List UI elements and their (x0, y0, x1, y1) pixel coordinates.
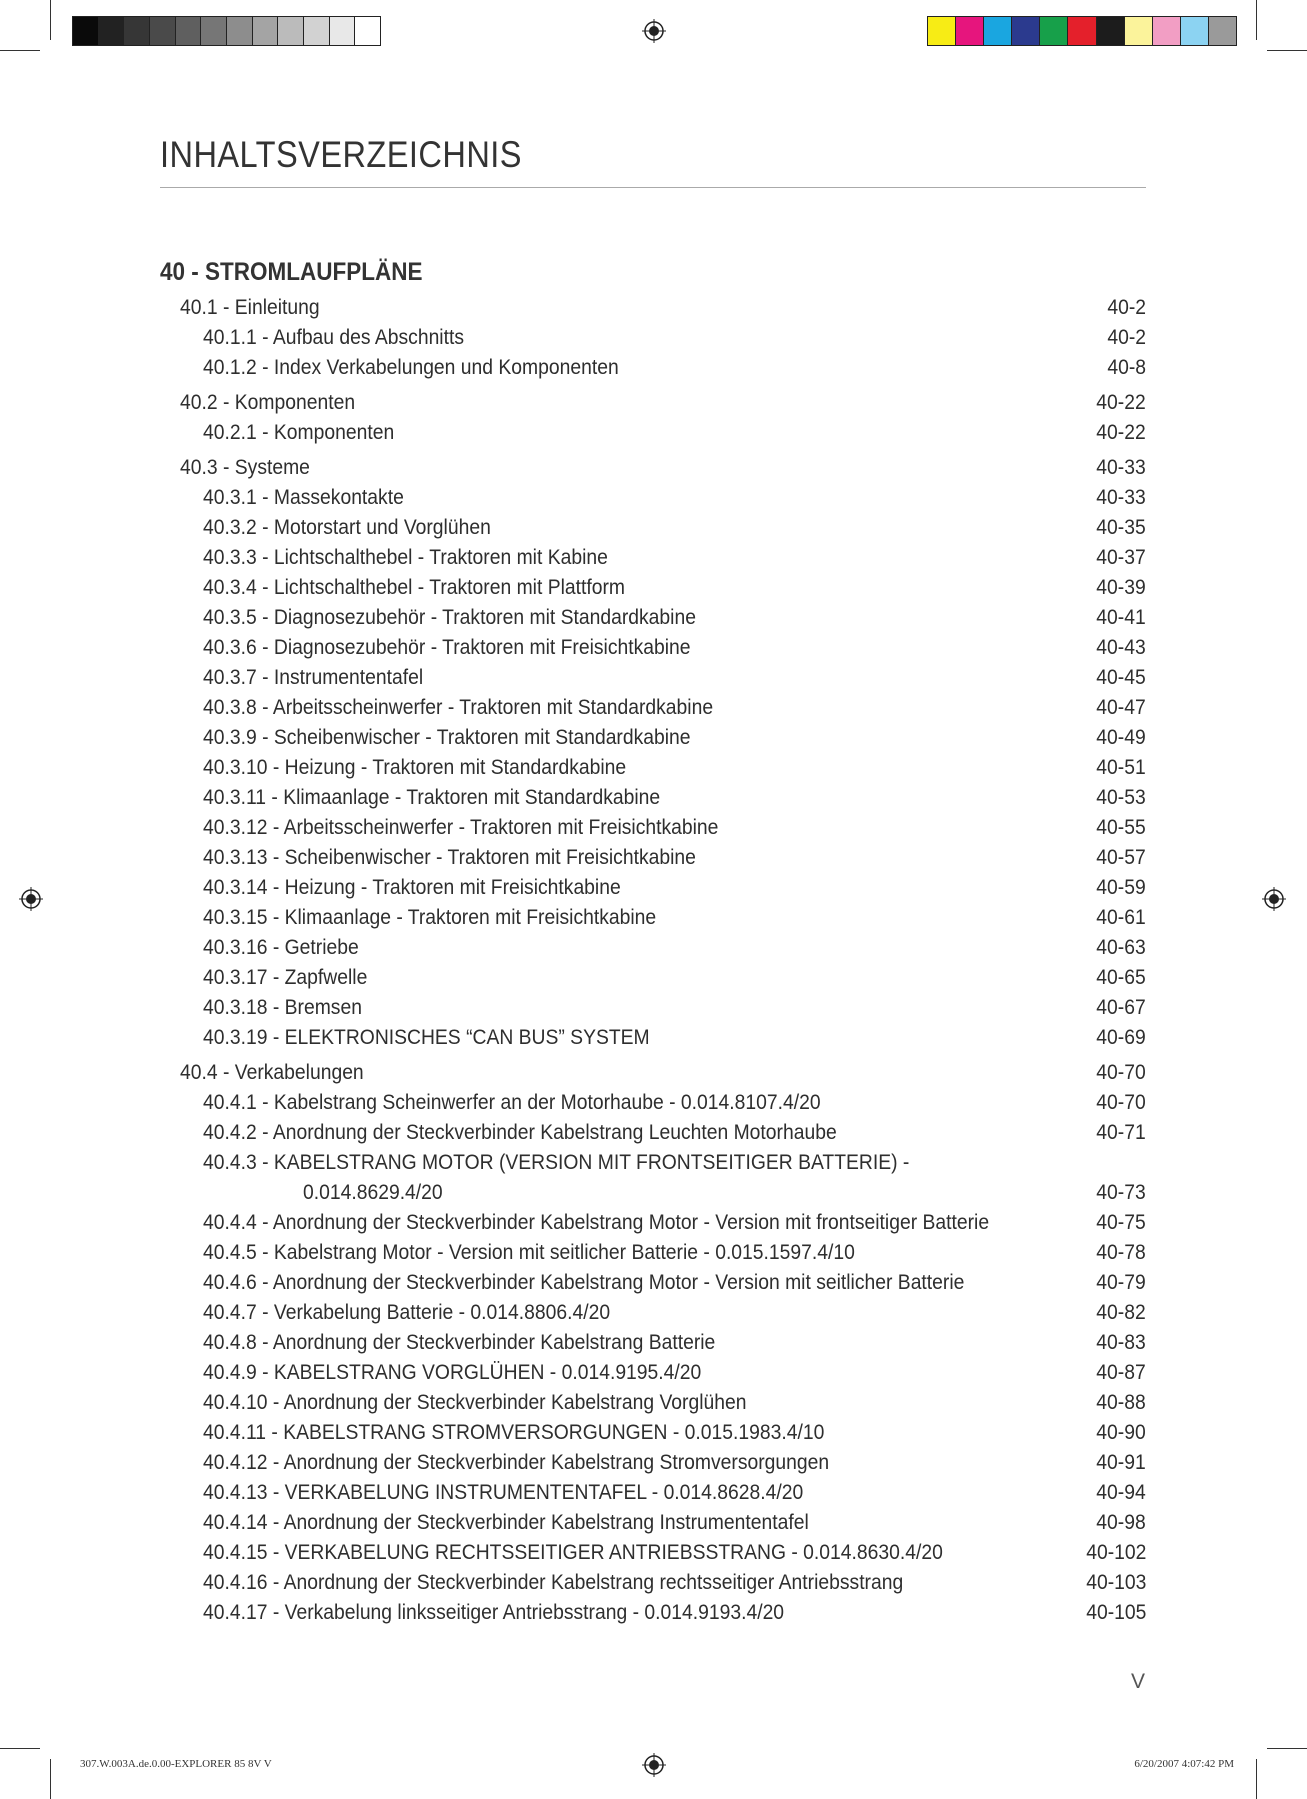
toc-entry-page: 40-75 (1096, 1211, 1146, 1234)
toc-entry-label: 40.3.14 - Heizung - Traktoren mit Freisichtkabine (203, 876, 621, 899)
toc-entry[interactable] (160, 354, 1146, 384)
toc-entry-page: 40-71 (1096, 1121, 1146, 1144)
toc-entry[interactable] (160, 574, 1146, 604)
toc-entry-label: 40.3.9 - Scheibenwischer - Traktoren mit Standardkabine (203, 726, 691, 749)
toc-entry-page: 40-67 (1096, 996, 1146, 1019)
toc-entry-page: 40-2 (1107, 296, 1146, 319)
toc-entry[interactable] (160, 784, 1146, 814)
toc-entry[interactable] (160, 1449, 1146, 1479)
toc-entry[interactable] (160, 1239, 1146, 1269)
toc-entry[interactable] (160, 324, 1146, 354)
toc-entry-page: 40-49 (1096, 726, 1146, 749)
toc-entry[interactable] (160, 294, 1146, 324)
toc-entry-page: 40-33 (1096, 456, 1146, 479)
toc-entry-label: 40.4.1 - Kabelstrang Scheinwerfer an der Motorhaube - 0.014.8107.4/20 (203, 1091, 821, 1114)
color-swatch (984, 17, 1012, 45)
process-color-bar (927, 16, 1237, 46)
toc-entry-label: 40.4.6 - Anordnung der Steckverbinder Kabelstrang Motor - Version mit seitlicher Batterie (203, 1271, 965, 1294)
page-title: INHALTSVERZEICHNIS (160, 134, 522, 175)
toc-entry-label: 40.4.8 - Anordnung der Steckverbinder Kabelstrang Batterie (203, 1331, 716, 1354)
toc-entry[interactable] (160, 1179, 1146, 1209)
toc-entry-page: 40-98 (1096, 1511, 1146, 1534)
toc-entry-page: 40-22 (1096, 391, 1146, 414)
toc-entry[interactable] (160, 1569, 1146, 1599)
toc-entry[interactable] (160, 454, 1146, 484)
toc-entry[interactable] (160, 874, 1146, 904)
toc-entry-label: 40.3.16 - Getriebe (203, 936, 359, 959)
toc-entry[interactable] (160, 544, 1146, 574)
color-swatch (928, 17, 956, 45)
toc-entry-page: 40-43 (1096, 636, 1146, 659)
color-swatch (253, 17, 279, 45)
toc-entry-label: 40.1.2 - Index Verkabelungen und Komponenten (203, 356, 619, 379)
color-swatch (1209, 17, 1236, 45)
color-swatch (150, 17, 176, 45)
color-swatch (1125, 17, 1153, 45)
grayscale-color-bar (72, 16, 381, 46)
color-swatch (124, 17, 150, 45)
toc-entry-label: 0.014.8629.4/20 (303, 1181, 443, 1204)
toc-entry-page: 40-90 (1096, 1421, 1146, 1444)
toc-entry-page: 40-37 (1096, 546, 1146, 569)
toc-entry-label: 40.4.2 - Anordnung der Steckverbinder Kabelstrang Leuchten Motorhaube (203, 1121, 837, 1144)
toc-entry-label: 40.3.7 - Instrumententafel (203, 666, 424, 689)
toc-entry[interactable] (160, 1119, 1146, 1149)
toc-entry[interactable] (160, 964, 1146, 994)
toc-entry[interactable] (160, 724, 1146, 754)
toc-entry-label: 40.3.6 - Diagnosezubehör - Traktoren mit Freisichtkabine (203, 636, 691, 659)
color-swatch (1068, 17, 1096, 45)
page-number: V (1131, 1670, 1146, 1693)
registration-mark-icon (642, 19, 666, 43)
toc-entry-label: 40.3.13 - Scheibenwischer - Traktoren mit Freisichtkabine (203, 846, 696, 869)
toc-entry-page: 40-61 (1096, 906, 1146, 929)
toc-entry-label: 40.3.15 - Klimaanlage - Traktoren mit Freisichtkabine (203, 906, 657, 929)
toc-entry-label: 40.3.8 - Arbeitsscheinwerfer - Traktoren mit Standardkabine (203, 696, 714, 719)
crop-mark (1267, 1748, 1307, 1749)
color-swatch (99, 17, 125, 45)
toc-entry[interactable] (160, 754, 1146, 784)
crop-mark (50, 1759, 51, 1799)
toc-entry-page: 40-45 (1096, 666, 1146, 689)
toc-entry[interactable] (160, 1209, 1146, 1239)
toc-entry-label: 40.4.12 - Anordnung der Steckverbinder Kabelstrang Stromversorgungen (203, 1451, 830, 1474)
color-swatch (73, 17, 99, 45)
toc-entry-page: 40-65 (1096, 966, 1146, 989)
color-swatch (1153, 17, 1181, 45)
toc-entry-label: 40.2.1 - Komponenten (203, 421, 395, 444)
toc-entry-label: 40.3.5 - Diagnosezubehör - Traktoren mit Standardkabine (203, 606, 696, 629)
toc-entry-page: 40-59 (1096, 876, 1146, 899)
toc-entry-page: 40-79 (1096, 1271, 1146, 1294)
toc-entry-page: 40-51 (1096, 756, 1146, 779)
toc-entry-page: 40-73 (1096, 1181, 1146, 1204)
color-swatch (304, 17, 330, 45)
color-swatch (330, 17, 356, 45)
toc-entry-label: 40.3 - Systeme (180, 456, 310, 479)
toc-entry[interactable] (160, 1509, 1146, 1539)
toc-entry[interactable] (160, 604, 1146, 634)
toc-entry-label: 40.3.12 - Arbeitsscheinwerfer - Traktoren mit Freisichtkabine (203, 816, 719, 839)
toc-entry-label: 40.4.4 - Anordnung der Steckverbinder Kabelstrang Motor - Version mit frontseitiger Batterie (203, 1211, 990, 1234)
color-swatch (355, 17, 380, 45)
toc-entry-label: 40.4.14 - Anordnung der Steckverbinder Kabelstrang Instrumententafel (203, 1511, 809, 1534)
toc-entry[interactable] (160, 484, 1146, 514)
toc-entry-page: 40-22 (1096, 421, 1146, 444)
toc-entry-page: 40-63 (1096, 936, 1146, 959)
toc-entry-label: 40.4.9 - KABELSTRANG VORGLÜHEN - 0.014.9195.4/20 (203, 1361, 702, 1384)
toc-entry-label: 40.3.3 - Lichtschalthebel - Traktoren mit Kabine (203, 546, 608, 569)
toc-entry-page: 40-2 (1107, 326, 1146, 349)
toc-entry-label: 40.4.5 - Kabelstrang Motor - Version mit seitlicher Batterie - 0.015.1597.4/10 (203, 1241, 855, 1264)
toc-entry[interactable] (160, 694, 1146, 724)
toc-entry-label: 40.3.11 - Klimaanlage - Traktoren mit Standardkabine (203, 786, 661, 809)
toc-entry-label: 40.3.4 - Lichtschalthebel - Traktoren mit Plattform (203, 576, 626, 599)
color-swatch (201, 17, 227, 45)
color-swatch (278, 17, 304, 45)
toc-entry-label: 40.4.16 - Anordnung der Steckverbinder Kabelstrang rechtsseitiger Antriebsstrang (203, 1571, 904, 1594)
toc-entry[interactable] (160, 1389, 1146, 1419)
toc-entry-page: 40-105 (1085, 1601, 1146, 1624)
toc-entry[interactable] (160, 389, 1146, 419)
toc-entry[interactable] (160, 814, 1146, 844)
toc-entry[interactable] (160, 1599, 1146, 1629)
toc-entry-page: 40-78 (1096, 1241, 1146, 1264)
chapter-heading: 40 - STROMLAUFPLÄNE (160, 258, 423, 286)
toc-entry[interactable] (160, 1024, 1146, 1054)
color-swatch (1040, 17, 1068, 45)
toc-entry[interactable] (160, 1299, 1146, 1329)
toc-entry-page: 40-94 (1096, 1481, 1146, 1504)
toc-entry[interactable] (160, 1479, 1146, 1509)
toc-entry-page: 40-70 (1096, 1091, 1146, 1114)
toc-entry[interactable] (160, 844, 1146, 874)
toc-entry-page: 40-82 (1096, 1301, 1146, 1324)
toc-entry-label: 40.2 - Komponenten (180, 391, 356, 414)
toc-entry-page: 40-70 (1096, 1061, 1146, 1084)
table-of-contents (160, 294, 1146, 1629)
toc-entry-page: 40-103 (1085, 1571, 1146, 1594)
color-swatch (1181, 17, 1209, 45)
toc-entry-page: 40-47 (1096, 696, 1146, 719)
crop-mark (1256, 0, 1257, 40)
toc-entry[interactable] (160, 1539, 1146, 1569)
toc-entry[interactable] (160, 1329, 1146, 1359)
toc-entry-label: 40.4.11 - KABELSTRANG STROMVERSORGUNGEN - 0.015.1983.4/10 (203, 1421, 825, 1444)
toc-entry[interactable] (160, 634, 1146, 664)
toc-entry-page: 40-53 (1096, 786, 1146, 809)
toc-entry-label: 40.4.17 - Verkabelung linksseitiger Antriebsstrang - 0.014.9193.4/20 (203, 1601, 785, 1624)
toc-entry[interactable] (160, 1359, 1146, 1389)
toc-entry-label: 40.4.15 - VERKABELUNG RECHTSSEITIGER ANTRIEBSSTRANG - 0.014.8630.4/20 (203, 1541, 943, 1564)
toc-entry-page: 40-41 (1096, 606, 1146, 629)
toc-entry-label: 40.3.2 - Motorstart und Vorglühen (203, 516, 491, 539)
toc-entry-label: 40.1 - Einleitung (180, 296, 320, 319)
toc-entry[interactable] (160, 1269, 1146, 1299)
toc-entry[interactable] (160, 1089, 1146, 1119)
toc-entry-page: 40-55 (1096, 816, 1146, 839)
crop-mark (0, 1748, 40, 1749)
title-divider (160, 187, 1146, 188)
toc-entry[interactable] (160, 1059, 1146, 1089)
toc-entry-label: 40.4.3 - KABELSTRANG MOTOR (VERSION MIT FRONTSEITIGER BATTERIE) - (203, 1151, 910, 1174)
toc-entry[interactable] (160, 1149, 1146, 1179)
registration-mark-icon (19, 887, 43, 911)
toc-entry-label: 40.1.1 - Aufbau des Abschnitts (203, 326, 465, 349)
toc-entry-page: 40-57 (1096, 846, 1146, 869)
toc-entry-label: 40.3.10 - Heizung - Traktoren mit Standardkabine (203, 756, 627, 779)
toc-entry-page: 40-88 (1096, 1391, 1146, 1414)
toc-entry-page: 40-8 (1107, 356, 1146, 379)
toc-entry-page: 40-83 (1096, 1331, 1146, 1354)
toc-entry-label: 40.4.10 - Anordnung der Steckverbinder Kabelstrang Vorglühen (203, 1391, 747, 1414)
toc-entry-label: 40.3.1 - Massekontakte (203, 486, 404, 509)
toc-entry[interactable] (160, 514, 1146, 544)
crop-mark (0, 50, 40, 51)
toc-entry-label: 40.4.13 - VERKABELUNG INSTRUMENTENTAFEL - 0.014.8628.4/20 (203, 1481, 804, 1504)
toc-entry[interactable] (160, 1419, 1146, 1449)
toc-entry[interactable] (160, 664, 1146, 694)
toc-entry-page: 40-39 (1096, 576, 1146, 599)
footer-file-info: 307.W.003A.de.0.00-EXPLORER 85 8V V (80, 1758, 272, 1770)
toc-entry-page: 40-102 (1085, 1541, 1146, 1564)
toc-entry-page: 40-35 (1096, 516, 1146, 539)
registration-mark-icon (1262, 887, 1286, 911)
footer-timestamp: 6/20/2007 4:07:42 PM (1134, 1758, 1234, 1770)
crop-mark (1267, 50, 1307, 51)
toc-entry[interactable] (160, 419, 1146, 449)
crop-mark (1256, 1759, 1257, 1799)
registration-mark-icon (642, 1753, 666, 1777)
toc-entry-page: 40-91 (1096, 1451, 1146, 1474)
crop-mark (50, 0, 51, 40)
toc-entry-label: 40.3.18 - Bremsen (203, 996, 362, 1019)
color-swatch (1012, 17, 1040, 45)
toc-entry-page: 40-33 (1096, 486, 1146, 509)
toc-entry-page: 40-69 (1096, 1026, 1146, 1049)
toc-entry[interactable] (160, 934, 1146, 964)
toc-entry-page: 40-87 (1096, 1361, 1146, 1384)
toc-entry[interactable] (160, 904, 1146, 934)
color-swatch (176, 17, 202, 45)
toc-entry-label: 40.3.19 - ELEKTRONISCHES “CAN BUS” SYSTEM (203, 1026, 650, 1049)
toc-entry-label: 40.3.17 - Zapfwelle (203, 966, 368, 989)
toc-entry-label: 40.4.7 - Verkabelung Batterie - 0.014.8806.4/20 (203, 1301, 611, 1324)
toc-entry[interactable] (160, 994, 1146, 1024)
toc-entry-label: 40.4 - Verkabelungen (180, 1061, 364, 1084)
color-swatch (227, 17, 253, 45)
color-swatch (1097, 17, 1125, 45)
color-swatch (956, 17, 984, 45)
